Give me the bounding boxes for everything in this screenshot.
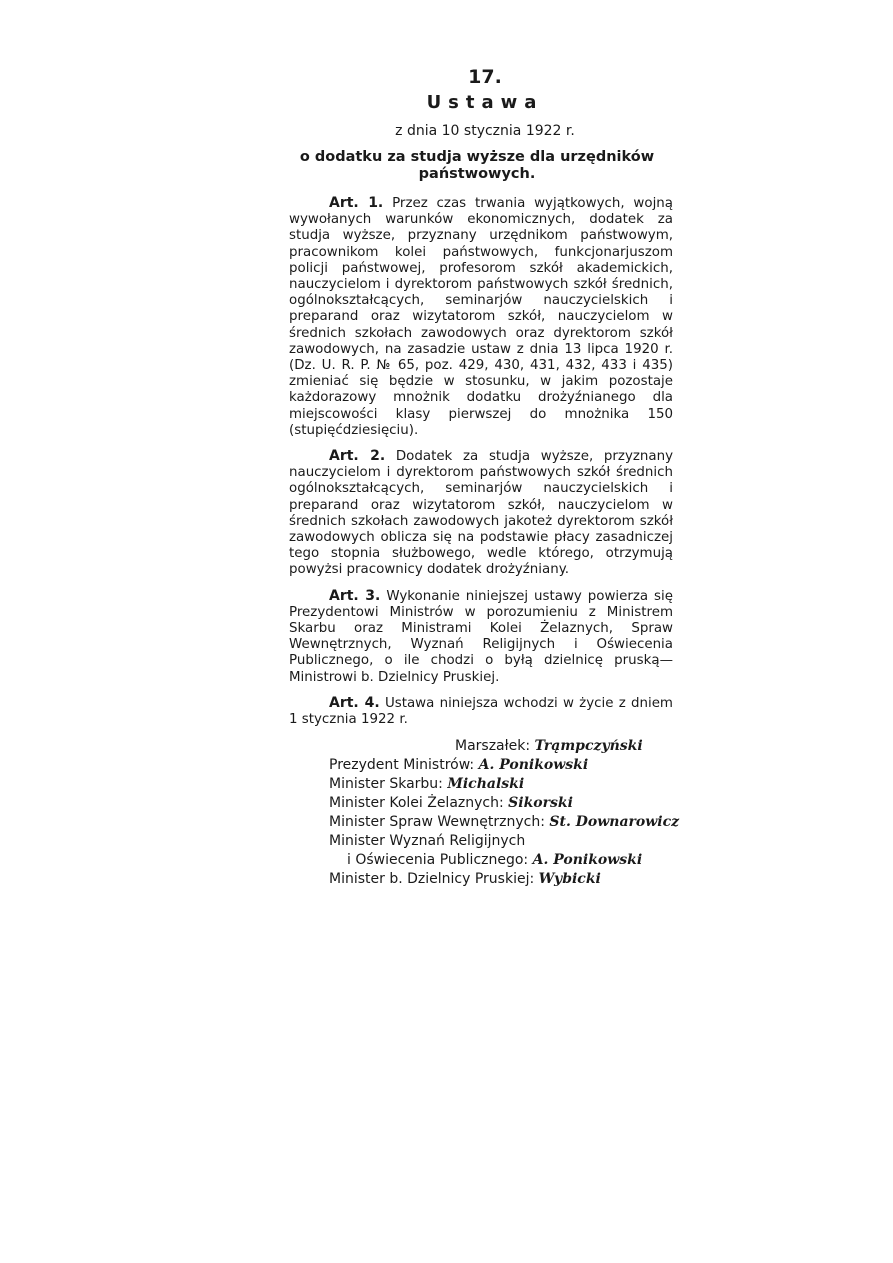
document-number: 17. (468, 66, 502, 88)
signatures-block (329, 737, 680, 889)
signature-role: Minister b. Dzielnicy Pruskiej: (329, 871, 535, 888)
article-label: Art. 2. (329, 448, 386, 465)
signature-marshal (329, 737, 673, 756)
document-title: Ustawa (426, 92, 544, 113)
signature-name: Sikorski (508, 795, 573, 812)
article-3 (289, 588, 673, 686)
signature-role: i Oświecenia Publicznego: (347, 852, 529, 869)
signature-role: Prezydent Ministrów: (329, 757, 475, 774)
signature-name: Trąmpczyński (534, 738, 643, 755)
article-label: Art. 3. (329, 587, 381, 604)
signature-railways (329, 794, 673, 813)
signature-religion (329, 851, 673, 870)
signature-name: A. Ponikowski (478, 757, 589, 774)
signature-interior (329, 813, 680, 832)
signature-role: Minister Wyznań Religijnych (329, 833, 526, 850)
signature-premier (329, 756, 673, 775)
article-1 (289, 195, 673, 439)
signature-religion-line1 (329, 832, 673, 851)
signature-name: St. Downarowicz (549, 814, 680, 831)
article-2 (289, 448, 673, 579)
signature-role: Minister Skarbu: (329, 776, 443, 793)
signature-name: Michalski (447, 776, 525, 793)
signature-treasury (329, 775, 673, 794)
signature-prussia (329, 870, 673, 889)
article-text: Przez czas trwania wyjątkowych, wojną wywołanych warunków ekonomicznych, dodatek za studja wyższe, przyznany urzędnikom państwowym, pracownikom kolei państwowych, funkcjonarjuszom policji państwowej, profesorom szkół akademickich, nauczycielom i dyrektorom państwowych szkół średnich, ogólnokształcących, seminarjów nauczycielskich i preparand oraz wizytatorom szkół, nauczycielom w średnich szkołach zawodowych oraz dyrektorom szkół zawodowych, na zasadzie ustaw z dnia 13 lipca 1920 r. (Dz. U. R. P. № 65, poz. 429, 430, 431, 432, 433 i 435) zmieniać się będzie w stosunku, w jakim pozostaje każdorazowy mnożnik dodatku drożyźnianego dla miejscowości klasy pierwszej do mnożnika 150 (stupięćdziesięciu). (289, 196, 673, 438)
article-label: Art. 1. (329, 195, 384, 211)
signature-name: Wybicki (538, 871, 601, 888)
article-text: Ustawa niniejsza wchodzi w życie z dniem 1 stycznia 1922 r. (289, 695, 673, 728)
signature-role: Minister Kolei Żelaznych: (329, 795, 504, 812)
document-subject: o dodatku za studja wyższe dla urzędników państwowych. (299, 149, 655, 182)
article-4 (289, 695, 673, 728)
document-page (289, 66, 680, 889)
document-date: z dnia 10 stycznia 1922 r. (395, 123, 575, 139)
article-text: Wykonanie niniejszej ustawy powierza się Prezydentowi Ministrów w porozumieniu z Ministrem Skarbu oraz Ministrami Kolei Żelaznych, Spraw Wewnętrznych, Wyznań Religijnych i Oświecenia Publicznego, o ile chodzi o byłą dzielnicę pruską—Ministrowi b. Dzielnicy Pruskiej. (289, 588, 673, 685)
article-label: Art. 4. (329, 694, 380, 711)
article-text: Dodatek za studja wyższe, przyznany nauczycielom i dyrektorom państwowych szkół średnich ogólnokształcących, seminarjów nauczycielskich i preparand oraz wizytatorom szkół, nauczycielom w średnich szkołach zawodowych jakoteż dyrektorom szkół zawodowych oblicza się na podstawie płacy zasadniczej tego stopnia służbowego, wedle którego, otrzymują powyżsi pracownicy dodatek drożyźniany. (289, 449, 674, 578)
signature-name: A. Ponikowski (532, 852, 643, 869)
signature-role: Marszałek: (455, 738, 531, 755)
signature-role: Minister Spraw Wewnętrznych: (329, 814, 545, 831)
